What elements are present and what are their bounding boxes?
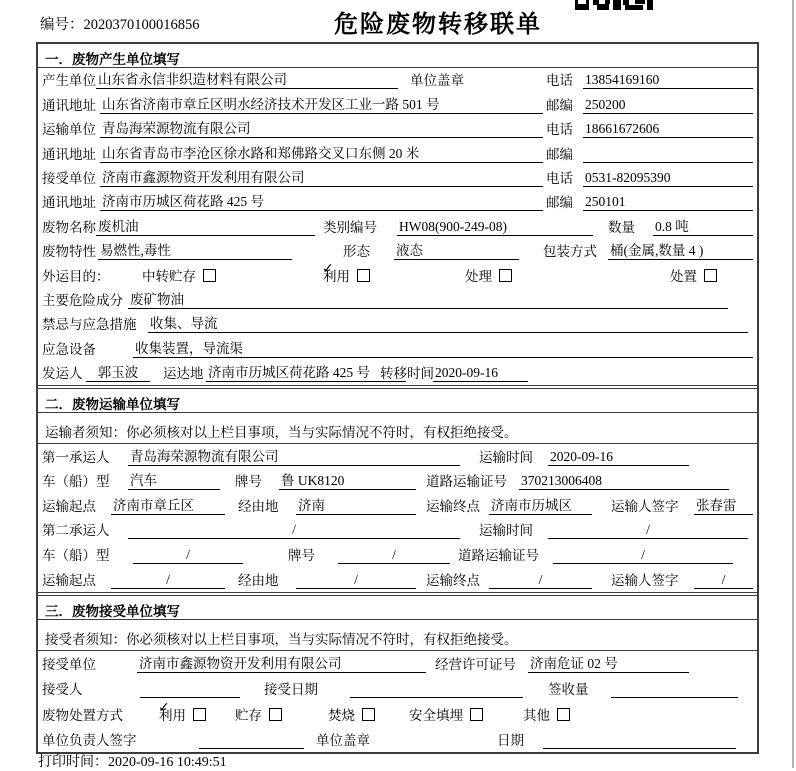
equipment-value: 收集装置，导流渠 <box>133 337 753 358</box>
option-label: 处置 <box>670 268 697 284</box>
purpose-option-treat <box>465 265 512 285</box>
route-via-value: 济南 <box>296 494 416 515</box>
row-transport-address <box>38 141 757 165</box>
zip-label: 邮编 <box>546 97 573 113</box>
row-emergency-equipment <box>38 336 757 360</box>
row-first-route <box>38 493 757 518</box>
row-second-vehicle <box>38 542 757 567</box>
row-dispatcher <box>38 361 757 385</box>
acceptor-label: 接受人 <box>42 682 83 698</box>
transport-time-label: 运输时间 <box>479 449 533 465</box>
carrier-value: / <box>128 522 460 539</box>
phone-value: 13854169160 <box>583 72 753 89</box>
packing-label: 包装方式 <box>543 244 597 260</box>
road-license-label: 道路运输证号 <box>458 548 539 564</box>
route-via-label: 经由地 <box>238 572 279 588</box>
checkbox-icon <box>704 269 717 282</box>
dispatcher-label: 发运人 <box>42 366 83 382</box>
destination-label: 运达地 <box>163 366 204 382</box>
receiver-unit-value: 济南市鑫源物资开发利用有限公司 <box>100 166 543 187</box>
checkbox-icon <box>499 269 512 282</box>
route-start-value: 济南市章丘区 <box>111 494 225 515</box>
traits-value: 易燃性,毒性 <box>98 239 292 260</box>
section3-header: 三．废物接受单位填写 <box>38 596 757 620</box>
checkbox-icon <box>470 708 483 721</box>
page-title: 危险废物转移联单 <box>334 11 542 38</box>
carrier-sign-value: 张春雷 <box>694 494 753 515</box>
row-producer-unit <box>38 68 757 92</box>
option-label: 利用 <box>323 268 350 284</box>
quantity-value: 0.8 吨 <box>653 215 753 236</box>
carrier-label: 第二承运人 <box>42 523 110 539</box>
accept-unit-value: 济南市鑫源物资开发利用有限公司 <box>137 652 426 673</box>
transport-time-value: 2020-09-16 <box>548 449 689 466</box>
qr-code-fragment <box>575 0 653 10</box>
carrier-sign-label: 运输人签字 <box>611 572 679 588</box>
route-end-label: 运输终点 <box>426 572 480 588</box>
vehicle-type-value: 汽车 <box>128 469 220 490</box>
phone-value: 18661672606 <box>583 121 753 138</box>
road-license-value: 370213006408 <box>519 473 729 490</box>
purpose-option-dispose <box>670 265 717 285</box>
plate-label: 牌号 <box>235 474 262 490</box>
disposal-option-store <box>235 704 282 724</box>
traits-label: 废物特性 <box>42 244 96 260</box>
option-label: 安全填埋 <box>409 707 463 723</box>
accept-unit-label: 接受单位 <box>42 657 96 673</box>
producer-unit-label: 产生单位 <box>42 73 96 89</box>
option-label: 其他 <box>523 707 550 723</box>
received-qty-value <box>611 682 738 698</box>
checkbox-icon <box>269 708 282 721</box>
zip-label: 邮编 <box>546 195 573 211</box>
disposal-option-other <box>523 704 570 724</box>
route-end-label: 运输终点 <box>426 498 480 514</box>
section2-header: 二．废物运输单位填写 <box>38 389 757 413</box>
phone-label: 电话 <box>546 73 573 89</box>
vehicle-type-label: 车（船）型 <box>42 548 110 564</box>
zip-label: 邮编 <box>546 146 573 162</box>
waste-name-value: 废机油 <box>96 215 315 236</box>
section-transporter <box>38 388 757 593</box>
route-start-label: 运输起点 <box>42 572 96 588</box>
receiver-notice: 接受者须知：你必须核对以上栏目事项，当与实际情况不符时，有权拒绝接受。 <box>38 620 757 651</box>
hazardous-waste-transfer-form <box>36 42 759 754</box>
business-license-value: 济南危证 02 号 <box>528 652 689 673</box>
address-value: 济南市历城区荷花路 425 号 <box>100 190 543 211</box>
route-via-label: 经由地 <box>238 498 279 514</box>
vehicle-type-label: 车（船）型 <box>42 474 110 490</box>
equipment-label: 应急设备 <box>42 341 96 357</box>
section-receiver <box>38 595 757 753</box>
dispatcher-value: 郭玉波 <box>86 361 150 382</box>
phone-label: 电话 <box>546 122 573 138</box>
accept-date-label: 接受日期 <box>264 682 318 698</box>
transport-unit-value: 青岛海荣源物流有限公司 <box>100 117 543 138</box>
row-first-vehicle <box>38 469 757 494</box>
destination-value: 济南市历城区荷花路 425 号 <box>206 361 406 382</box>
row-producer-address <box>38 92 757 116</box>
purpose-label: 外运目的： <box>42 268 110 284</box>
address-label: 通讯地址 <box>42 146 96 162</box>
option-label: 利用 <box>159 707 186 723</box>
transfer-time-label: 转移时间 <box>380 366 434 382</box>
phone-value: 0531-82095390 <box>583 170 753 187</box>
address-value: 山东省济南市章丘区明水经济技术开发区工业一路 501 号 <box>100 93 543 114</box>
vehicle-type-value: / <box>133 547 243 564</box>
plate-value: 鲁 UK8120 <box>279 469 416 490</box>
road-license-label: 道路运输证号 <box>426 474 507 490</box>
plate-value: / <box>338 547 450 564</box>
row-waste-name <box>38 214 757 238</box>
row-second-route <box>38 567 757 592</box>
option-label: 贮存 <box>235 707 262 723</box>
checkbox-checked-icon <box>357 269 370 282</box>
receiver-unit-label: 接受单位 <box>42 170 96 186</box>
plate-label: 牌号 <box>288 548 315 564</box>
purpose-option-utilize <box>323 265 370 285</box>
date-value <box>543 733 736 749</box>
checkbox-checked-icon <box>193 708 206 721</box>
print-time-label: 打印时间： <box>38 755 108 770</box>
waste-name-label: 废物名称 <box>42 219 96 235</box>
acceptor-value <box>140 682 240 698</box>
serial-label: 编号： <box>40 17 84 33</box>
row-acceptor <box>38 676 757 701</box>
carrier-sign-value: / <box>694 572 753 589</box>
disposal-option-incinerate <box>328 704 375 724</box>
responsible-sign-label: 单位负责人签字 <box>42 733 137 749</box>
checkbox-icon <box>362 708 375 721</box>
form-label: 形态 <box>343 244 370 260</box>
purpose-option-transfer-storage <box>142 265 216 285</box>
address-label: 通讯地址 <box>42 195 96 211</box>
responsible-sign-value <box>199 733 304 749</box>
row-receiver-address <box>38 190 757 214</box>
disposal-label: 废物处置方式 <box>42 707 123 723</box>
window-edge-line <box>792 0 794 768</box>
route-start-label: 运输起点 <box>42 498 96 514</box>
transfer-time-value: 2020-09-16 <box>433 365 528 382</box>
row-disposal-method <box>38 701 757 726</box>
option-label: 处理 <box>465 268 492 284</box>
serial-number: 2020370100016856 <box>83 17 200 33</box>
row-taboo-measures <box>38 312 757 336</box>
option-label: 焚烧 <box>328 707 355 723</box>
category-value: HW08(900-249-08) <box>397 219 593 236</box>
form-value: 液态 <box>394 239 519 260</box>
hazard-value: 废矿物油 <box>128 288 728 309</box>
checkbox-icon <box>203 269 216 282</box>
zip-value: 250200 <box>583 97 753 114</box>
serial-number-line <box>40 13 200 34</box>
address-label: 通讯地址 <box>42 97 96 113</box>
disposal-option-landfill <box>409 704 483 724</box>
section-producer <box>38 44 757 386</box>
carrier-label: 第一承运人 <box>42 449 110 465</box>
section1-header: 一．废物产生单位填写 <box>38 44 757 68</box>
checkbox-icon <box>557 708 570 721</box>
taboo-value: 收集、导流 <box>148 312 748 333</box>
category-label: 类别编号 <box>323 219 377 235</box>
row-accept-unit <box>38 651 757 676</box>
row-receiver-unit <box>38 166 757 190</box>
row-first-carrier <box>38 444 757 469</box>
hazard-label: 主要危险成分 <box>42 292 123 308</box>
row-second-carrier <box>38 518 757 543</box>
transport-time-label: 运输时间 <box>479 523 533 539</box>
phone-label: 电话 <box>546 170 573 186</box>
row-transfer-purpose <box>38 263 757 287</box>
address-value: 山东省青岛市李沧区徐水路和郑佛路交叉口东侧 20 米 <box>100 142 543 163</box>
row-responsible-signature <box>38 727 757 752</box>
print-time-line <box>38 751 227 771</box>
road-license-value: / <box>553 547 733 564</box>
transport-time-value: / <box>548 522 748 539</box>
producer-unit-value: 山东省永信非织造材料有限公司 <box>96 68 398 89</box>
route-via-value: / <box>296 572 416 589</box>
option-label: 中转贮存 <box>142 268 196 284</box>
unit-seal-label: 单位盖章 <box>316 733 370 749</box>
received-qty-label: 签收量 <box>548 682 589 698</box>
seal-label: 单位盖章 <box>410 73 464 89</box>
business-license-label: 经营许可证号 <box>435 657 516 673</box>
carrier-sign-label: 运输人签字 <box>611 498 679 514</box>
print-time-value: 2020-09-16 10:49:51 <box>108 755 227 770</box>
zip-value: 250101 <box>583 194 753 211</box>
packing-value: 桶(金属,数量 4 ) <box>608 239 753 260</box>
transport-unit-label: 运输单位 <box>42 122 96 138</box>
route-end-value: / <box>489 572 592 589</box>
date-label: 日期 <box>497 733 524 749</box>
carrier-value: 青岛海荣源物流有限公司 <box>128 445 460 466</box>
accept-date-value <box>350 682 523 698</box>
zip-value <box>583 147 753 163</box>
quantity-label: 数量 <box>608 219 635 235</box>
transporter-notice: 运输者须知：你必须核对以上栏目事项，当与实际情况不符时，有权拒绝接受。 <box>38 413 757 444</box>
row-hazard-components <box>38 288 757 312</box>
disposal-option-utilize <box>159 704 206 724</box>
route-end-value: 济南市历城区 <box>489 494 592 515</box>
route-start-value: / <box>111 572 225 589</box>
taboo-label: 禁忌与应急措施 <box>42 317 137 333</box>
row-transport-unit <box>38 117 757 141</box>
row-waste-traits <box>38 239 757 263</box>
